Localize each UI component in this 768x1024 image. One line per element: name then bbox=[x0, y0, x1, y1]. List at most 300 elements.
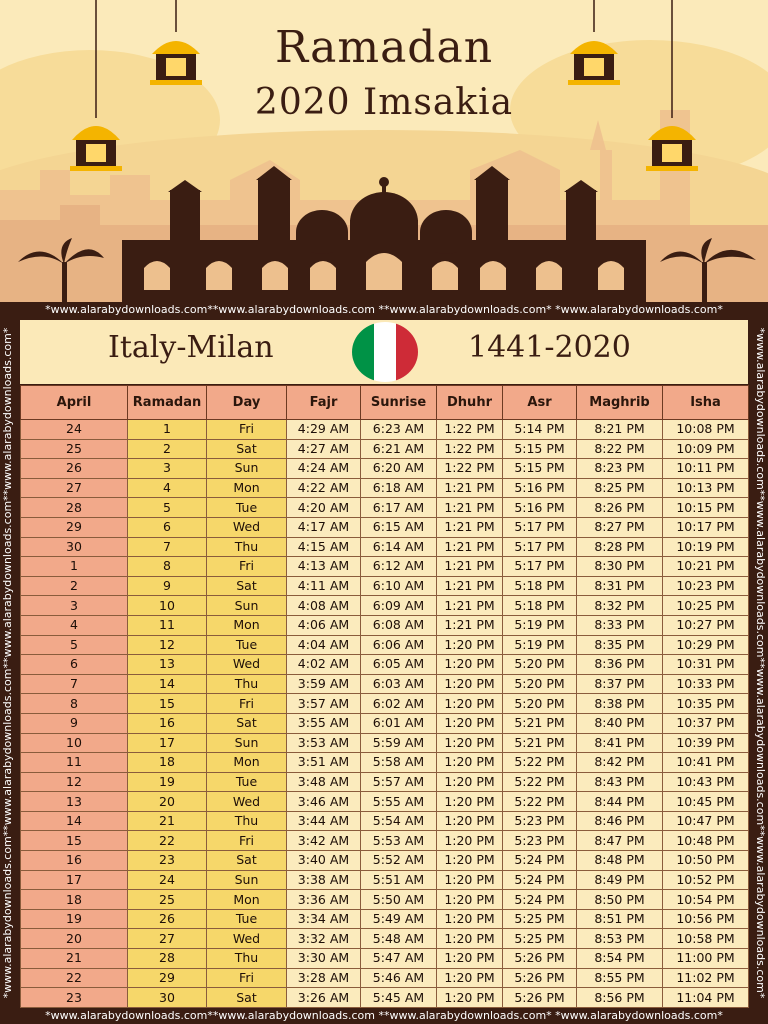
cell-isha: 11:04 PM bbox=[663, 988, 749, 1008]
location-bar bbox=[20, 320, 748, 384]
cell-april: 7 bbox=[21, 674, 128, 694]
cell-isha: 10:21 PM bbox=[663, 557, 749, 577]
cell-day: Sun bbox=[207, 596, 287, 616]
table-body bbox=[21, 420, 749, 1008]
city-label: Italy-Milan bbox=[108, 330, 274, 365]
column-header-fajr: Fajr bbox=[287, 386, 361, 420]
cell-isha: 10:17 PM bbox=[663, 517, 749, 537]
cell-sunrise: 5:46 AM bbox=[361, 968, 437, 988]
cell-asr: 5:18 PM bbox=[503, 576, 577, 596]
flag-red bbox=[396, 322, 418, 382]
cell-fajr: 3:44 AM bbox=[287, 811, 361, 831]
cell-fajr: 3:26 AM bbox=[287, 988, 361, 1008]
cell-fajr: 4:29 AM bbox=[287, 420, 361, 440]
cell-maghrib: 8:31 PM bbox=[577, 576, 663, 596]
cell-maghrib: 8:50 PM bbox=[577, 890, 663, 910]
table-row bbox=[21, 439, 749, 459]
cell-maghrib: 8:44 PM bbox=[577, 792, 663, 812]
table-row bbox=[21, 988, 749, 1008]
cell-sunrise: 5:48 AM bbox=[361, 929, 437, 949]
cell-maghrib: 8:36 PM bbox=[577, 655, 663, 675]
cell-isha: 10:39 PM bbox=[663, 733, 749, 753]
cell-ramadan: 19 bbox=[128, 772, 207, 792]
cell-asr: 5:20 PM bbox=[503, 674, 577, 694]
cell-isha: 10:29 PM bbox=[663, 635, 749, 655]
cell-april: 3 bbox=[21, 596, 128, 616]
cell-dhuhr: 1:21 PM bbox=[437, 615, 503, 635]
cell-day: Sat bbox=[207, 988, 287, 1008]
cell-sunrise: 5:49 AM bbox=[361, 909, 437, 929]
cell-sunrise: 5:58 AM bbox=[361, 753, 437, 773]
column-header-april: April bbox=[21, 386, 128, 420]
cell-dhuhr: 1:20 PM bbox=[437, 890, 503, 910]
cell-maghrib: 8:46 PM bbox=[577, 811, 663, 831]
cell-day: Wed bbox=[207, 792, 287, 812]
cell-day: Sun bbox=[207, 733, 287, 753]
cell-ramadan: 22 bbox=[128, 831, 207, 851]
table-row bbox=[21, 517, 749, 537]
cell-day: Thu bbox=[207, 949, 287, 969]
table-row bbox=[21, 478, 749, 498]
cell-asr: 5:20 PM bbox=[503, 694, 577, 714]
cell-day: Sun bbox=[207, 870, 287, 890]
cell-asr: 5:15 PM bbox=[503, 439, 577, 459]
cell-ramadan: 13 bbox=[128, 655, 207, 675]
cell-maghrib: 8:40 PM bbox=[577, 713, 663, 733]
cell-dhuhr: 1:22 PM bbox=[437, 439, 503, 459]
cell-fajr: 3:32 AM bbox=[287, 929, 361, 949]
cell-dhuhr: 1:21 PM bbox=[437, 576, 503, 596]
cell-sunrise: 6:23 AM bbox=[361, 420, 437, 440]
cell-asr: 5:26 PM bbox=[503, 988, 577, 1008]
cell-fajr: 3:57 AM bbox=[287, 694, 361, 714]
cell-fajr: 4:24 AM bbox=[287, 459, 361, 479]
cell-fajr: 4:22 AM bbox=[287, 478, 361, 498]
cell-dhuhr: 1:22 PM bbox=[437, 459, 503, 479]
cell-ramadan: 23 bbox=[128, 851, 207, 871]
cell-sunrise: 6:15 AM bbox=[361, 517, 437, 537]
cell-isha: 10:27 PM bbox=[663, 615, 749, 635]
cell-sunrise: 6:08 AM bbox=[361, 615, 437, 635]
cell-dhuhr: 1:20 PM bbox=[437, 792, 503, 812]
cell-maghrib: 8:42 PM bbox=[577, 753, 663, 773]
cell-isha: 10:15 PM bbox=[663, 498, 749, 518]
cell-ramadan: 25 bbox=[128, 890, 207, 910]
cell-dhuhr: 1:21 PM bbox=[437, 498, 503, 518]
cell-asr: 5:17 PM bbox=[503, 557, 577, 577]
column-header-dhuhr: Dhuhr bbox=[437, 386, 503, 420]
cell-dhuhr: 1:21 PM bbox=[437, 537, 503, 557]
cell-asr: 5:19 PM bbox=[503, 635, 577, 655]
cell-dhuhr: 1:20 PM bbox=[437, 949, 503, 969]
cell-asr: 5:24 PM bbox=[503, 870, 577, 890]
cell-april: 30 bbox=[21, 537, 128, 557]
table-row bbox=[21, 870, 749, 890]
cell-day: Mon bbox=[207, 890, 287, 910]
cell-day: Sat bbox=[207, 713, 287, 733]
cell-asr: 5:25 PM bbox=[503, 909, 577, 929]
cell-sunrise: 6:05 AM bbox=[361, 655, 437, 675]
cell-maghrib: 8:21 PM bbox=[577, 420, 663, 440]
cell-isha: 10:31 PM bbox=[663, 655, 749, 675]
cell-maghrib: 8:35 PM bbox=[577, 635, 663, 655]
cell-maghrib: 8:30 PM bbox=[577, 557, 663, 577]
cell-day: Sat bbox=[207, 439, 287, 459]
cell-dhuhr: 1:20 PM bbox=[437, 811, 503, 831]
cell-isha: 10:37 PM bbox=[663, 713, 749, 733]
cell-asr: 5:16 PM bbox=[503, 498, 577, 518]
cell-sunrise: 5:45 AM bbox=[361, 988, 437, 1008]
cell-ramadan: 29 bbox=[128, 968, 207, 988]
cell-april: 29 bbox=[21, 517, 128, 537]
cell-dhuhr: 1:20 PM bbox=[437, 929, 503, 949]
cell-april: 6 bbox=[21, 655, 128, 675]
cell-ramadan: 16 bbox=[128, 713, 207, 733]
cell-sunrise: 6:06 AM bbox=[361, 635, 437, 655]
cell-isha: 10:45 PM bbox=[663, 792, 749, 812]
cell-maghrib: 8:33 PM bbox=[577, 615, 663, 635]
cell-ramadan: 2 bbox=[128, 439, 207, 459]
cell-maghrib: 8:27 PM bbox=[577, 517, 663, 537]
table-row bbox=[21, 596, 749, 616]
table-row bbox=[21, 576, 749, 596]
cell-april: 10 bbox=[21, 733, 128, 753]
table-row bbox=[21, 694, 749, 714]
cell-asr: 5:26 PM bbox=[503, 968, 577, 988]
cell-dhuhr: 1:20 PM bbox=[437, 635, 503, 655]
table-row bbox=[21, 713, 749, 733]
cell-april: 27 bbox=[21, 478, 128, 498]
table-row bbox=[21, 635, 749, 655]
cell-fajr: 3:51 AM bbox=[287, 753, 361, 773]
cell-april: 1 bbox=[21, 557, 128, 577]
cell-sunrise: 6:20 AM bbox=[361, 459, 437, 479]
cell-isha: 10:09 PM bbox=[663, 439, 749, 459]
cell-fajr: 4:02 AM bbox=[287, 655, 361, 675]
cell-fajr: 3:28 AM bbox=[287, 968, 361, 988]
cell-day: Fri bbox=[207, 968, 287, 988]
table-row bbox=[21, 498, 749, 518]
table-header-row bbox=[21, 386, 749, 420]
cell-april: 2 bbox=[21, 576, 128, 596]
cell-sunrise: 6:21 AM bbox=[361, 439, 437, 459]
cell-asr: 5:21 PM bbox=[503, 733, 577, 753]
cell-maghrib: 8:54 PM bbox=[577, 949, 663, 969]
cell-isha: 10:48 PM bbox=[663, 831, 749, 851]
cell-maghrib: 8:32 PM bbox=[577, 596, 663, 616]
cell-isha: 10:13 PM bbox=[663, 478, 749, 498]
cell-isha: 10:58 PM bbox=[663, 929, 749, 949]
cell-asr: 5:16 PM bbox=[503, 478, 577, 498]
cell-fajr: 4:17 AM bbox=[287, 517, 361, 537]
cell-fajr: 4:15 AM bbox=[287, 537, 361, 557]
cell-fajr: 4:06 AM bbox=[287, 615, 361, 635]
cell-isha: 10:35 PM bbox=[663, 694, 749, 714]
cell-fajr: 3:38 AM bbox=[287, 870, 361, 890]
table-row bbox=[21, 890, 749, 910]
cell-sunrise: 6:10 AM bbox=[361, 576, 437, 596]
cell-ramadan: 1 bbox=[128, 420, 207, 440]
cell-april: 28 bbox=[21, 498, 128, 518]
cell-day: Thu bbox=[207, 811, 287, 831]
cell-ramadan: 21 bbox=[128, 811, 207, 831]
cell-maghrib: 8:53 PM bbox=[577, 929, 663, 949]
cell-april: 15 bbox=[21, 831, 128, 851]
table-row bbox=[21, 831, 749, 851]
cell-maghrib: 8:22 PM bbox=[577, 439, 663, 459]
cell-sunrise: 5:57 AM bbox=[361, 772, 437, 792]
cell-day: Tue bbox=[207, 909, 287, 929]
table-row bbox=[21, 851, 749, 871]
cell-asr: 5:22 PM bbox=[503, 792, 577, 812]
cell-isha: 10:47 PM bbox=[663, 811, 749, 831]
cell-sunrise: 5:59 AM bbox=[361, 733, 437, 753]
cell-sunrise: 6:14 AM bbox=[361, 537, 437, 557]
cell-maghrib: 8:51 PM bbox=[577, 909, 663, 929]
table-row bbox=[21, 909, 749, 929]
cell-fajr: 4:13 AM bbox=[287, 557, 361, 577]
cell-maghrib: 8:43 PM bbox=[577, 772, 663, 792]
cell-ramadan: 20 bbox=[128, 792, 207, 812]
cell-ramadan: 7 bbox=[128, 537, 207, 557]
cell-asr: 5:22 PM bbox=[503, 772, 577, 792]
cell-isha: 10:50 PM bbox=[663, 851, 749, 871]
cell-sunrise: 6:03 AM bbox=[361, 674, 437, 694]
cell-day: Sat bbox=[207, 851, 287, 871]
table-row bbox=[21, 557, 749, 577]
table-row bbox=[21, 420, 749, 440]
page-title: Ramadan bbox=[274, 22, 494, 73]
cell-dhuhr: 1:20 PM bbox=[437, 733, 503, 753]
prayer-times-table bbox=[20, 385, 749, 1008]
cell-dhuhr: 1:21 PM bbox=[437, 517, 503, 537]
cell-asr: 5:17 PM bbox=[503, 537, 577, 557]
column-header-asr: Asr bbox=[503, 386, 577, 420]
cell-fajr: 3:36 AM bbox=[287, 890, 361, 910]
cell-dhuhr: 1:20 PM bbox=[437, 674, 503, 694]
cell-fajr: 3:46 AM bbox=[287, 792, 361, 812]
cell-isha: 10:23 PM bbox=[663, 576, 749, 596]
cell-sunrise: 6:09 AM bbox=[361, 596, 437, 616]
cell-sunrise: 5:51 AM bbox=[361, 870, 437, 890]
cell-maghrib: 8:49 PM bbox=[577, 870, 663, 890]
cell-ramadan: 30 bbox=[128, 988, 207, 1008]
cell-sunrise: 6:02 AM bbox=[361, 694, 437, 714]
watermark-top: *www.alarabydownloads.com**www.alarabydownloads.com **www.alarabydownloads.com* *www.alarabydownloads.com* bbox=[0, 302, 768, 318]
page-subtitle: 2020 Imsakia bbox=[254, 82, 514, 123]
cell-maghrib: 8:47 PM bbox=[577, 831, 663, 851]
cell-april: 19 bbox=[21, 909, 128, 929]
cell-fajr: 3:48 AM bbox=[287, 772, 361, 792]
cell-fajr: 3:59 AM bbox=[287, 674, 361, 694]
cell-dhuhr: 1:20 PM bbox=[437, 713, 503, 733]
watermark-right-text: *www.alarabydownloads.com**www.alarabydownloads.com**www.alarabydownloads.com**www.alarabydownloads.com* bbox=[754, 327, 767, 999]
cell-fajr: 4:27 AM bbox=[287, 439, 361, 459]
cell-isha: 10:43 PM bbox=[663, 772, 749, 792]
column-header-isha: Isha bbox=[663, 386, 749, 420]
table-row bbox=[21, 655, 749, 675]
cell-asr: 5:24 PM bbox=[503, 851, 577, 871]
cell-ramadan: 10 bbox=[128, 596, 207, 616]
table-row bbox=[21, 537, 749, 557]
table-row bbox=[21, 772, 749, 792]
table-row bbox=[21, 929, 749, 949]
table-row bbox=[21, 792, 749, 812]
cell-day: Wed bbox=[207, 929, 287, 949]
cell-dhuhr: 1:20 PM bbox=[437, 988, 503, 1008]
cell-isha: 10:54 PM bbox=[663, 890, 749, 910]
cell-april: 22 bbox=[21, 968, 128, 988]
cell-dhuhr: 1:21 PM bbox=[437, 478, 503, 498]
cell-sunrise: 5:47 AM bbox=[361, 949, 437, 969]
cell-fajr: 4:20 AM bbox=[287, 498, 361, 518]
cell-dhuhr: 1:20 PM bbox=[437, 753, 503, 773]
cell-day: Mon bbox=[207, 615, 287, 635]
cell-isha: 10:11 PM bbox=[663, 459, 749, 479]
column-header-maghrib: Maghrib bbox=[577, 386, 663, 420]
table-row bbox=[21, 733, 749, 753]
cell-maghrib: 8:41 PM bbox=[577, 733, 663, 753]
cell-ramadan: 27 bbox=[128, 929, 207, 949]
cell-fajr: 3:34 AM bbox=[287, 909, 361, 929]
cell-april: 12 bbox=[21, 772, 128, 792]
cell-ramadan: 4 bbox=[128, 478, 207, 498]
cell-sunrise: 5:55 AM bbox=[361, 792, 437, 812]
cell-sunrise: 6:18 AM bbox=[361, 478, 437, 498]
year-label: 1441-2020 bbox=[468, 330, 631, 365]
cell-fajr: 3:40 AM bbox=[287, 851, 361, 871]
cell-asr: 5:26 PM bbox=[503, 949, 577, 969]
header-banner bbox=[0, 0, 768, 302]
cell-asr: 5:24 PM bbox=[503, 890, 577, 910]
cell-day: Wed bbox=[207, 655, 287, 675]
cell-day: Tue bbox=[207, 635, 287, 655]
cell-fajr: 4:04 AM bbox=[287, 635, 361, 655]
cell-april: 4 bbox=[21, 615, 128, 635]
cell-maghrib: 8:48 PM bbox=[577, 851, 663, 871]
cell-sunrise: 6:12 AM bbox=[361, 557, 437, 577]
cell-maghrib: 8:55 PM bbox=[577, 968, 663, 988]
cell-day: Mon bbox=[207, 753, 287, 773]
cell-april: 24 bbox=[21, 420, 128, 440]
cell-april: 14 bbox=[21, 811, 128, 831]
cell-dhuhr: 1:21 PM bbox=[437, 557, 503, 577]
cell-day: Tue bbox=[207, 498, 287, 518]
cell-asr: 5:17 PM bbox=[503, 517, 577, 537]
cell-maghrib: 8:25 PM bbox=[577, 478, 663, 498]
watermark-left-text: *www.alarabydownloads.com**www.alarabydownloads.com**www.alarabydownloads.com**www.alarabydownloads.com* bbox=[1, 327, 14, 999]
cell-day: Tue bbox=[207, 772, 287, 792]
cell-ramadan: 24 bbox=[128, 870, 207, 890]
cell-april: 9 bbox=[21, 713, 128, 733]
column-header-sunrise: Sunrise bbox=[361, 386, 437, 420]
cell-day: Sat bbox=[207, 576, 287, 596]
cell-dhuhr: 1:20 PM bbox=[437, 772, 503, 792]
cell-april: 20 bbox=[21, 929, 128, 949]
cell-ramadan: 18 bbox=[128, 753, 207, 773]
cell-asr: 5:25 PM bbox=[503, 929, 577, 949]
cell-day: Sun bbox=[207, 459, 287, 479]
table-row bbox=[21, 615, 749, 635]
cell-asr: 5:14 PM bbox=[503, 420, 577, 440]
cell-april: 11 bbox=[21, 753, 128, 773]
cell-sunrise: 5:53 AM bbox=[361, 831, 437, 851]
table-row bbox=[21, 753, 749, 773]
cell-asr: 5:19 PM bbox=[503, 615, 577, 635]
cell-isha: 10:08 PM bbox=[663, 420, 749, 440]
cell-isha: 11:00 PM bbox=[663, 949, 749, 969]
flag-green bbox=[352, 322, 374, 382]
cell-sunrise: 6:17 AM bbox=[361, 498, 437, 518]
cell-asr: 5:21 PM bbox=[503, 713, 577, 733]
cell-asr: 5:15 PM bbox=[503, 459, 577, 479]
cell-dhuhr: 1:20 PM bbox=[437, 655, 503, 675]
watermark-left bbox=[0, 318, 16, 1008]
cell-asr: 5:20 PM bbox=[503, 655, 577, 675]
cell-april: 25 bbox=[21, 439, 128, 459]
cell-fajr: 3:53 AM bbox=[287, 733, 361, 753]
cell-day: Fri bbox=[207, 420, 287, 440]
cell-day: Mon bbox=[207, 478, 287, 498]
cell-dhuhr: 1:21 PM bbox=[437, 596, 503, 616]
cell-fajr: 4:08 AM bbox=[287, 596, 361, 616]
cell-day: Fri bbox=[207, 694, 287, 714]
cell-asr: 5:23 PM bbox=[503, 831, 577, 851]
cell-day: Fri bbox=[207, 831, 287, 851]
watermark-right bbox=[752, 318, 768, 1008]
cell-ramadan: 6 bbox=[128, 517, 207, 537]
cell-isha: 10:52 PM bbox=[663, 870, 749, 890]
table-row bbox=[21, 949, 749, 969]
cell-april: 26 bbox=[21, 459, 128, 479]
cell-dhuhr: 1:20 PM bbox=[437, 831, 503, 851]
cell-ramadan: 11 bbox=[128, 615, 207, 635]
cell-isha: 10:19 PM bbox=[663, 537, 749, 557]
cell-april: 5 bbox=[21, 635, 128, 655]
cell-fajr: 3:55 AM bbox=[287, 713, 361, 733]
cell-asr: 5:23 PM bbox=[503, 811, 577, 831]
cell-dhuhr: 1:20 PM bbox=[437, 968, 503, 988]
cell-day: Wed bbox=[207, 517, 287, 537]
cell-ramadan: 17 bbox=[128, 733, 207, 753]
cell-day: Thu bbox=[207, 674, 287, 694]
cell-april: 23 bbox=[21, 988, 128, 1008]
table-row bbox=[21, 968, 749, 988]
cell-fajr: 3:42 AM bbox=[287, 831, 361, 851]
cell-isha: 10:33 PM bbox=[663, 674, 749, 694]
cell-maghrib: 8:37 PM bbox=[577, 674, 663, 694]
cell-sunrise: 5:52 AM bbox=[361, 851, 437, 871]
watermark-bottom: *www.alarabydownloads.com**www.alarabydownloads.com **www.alarabydownloads.com* *www.alarabydownloads.com* bbox=[0, 1008, 768, 1024]
table-row bbox=[21, 674, 749, 694]
cell-ramadan: 14 bbox=[128, 674, 207, 694]
flag-white bbox=[374, 322, 396, 382]
cell-isha: 11:02 PM bbox=[663, 968, 749, 988]
cell-ramadan: 3 bbox=[128, 459, 207, 479]
cell-ramadan: 9 bbox=[128, 576, 207, 596]
cell-maghrib: 8:23 PM bbox=[577, 459, 663, 479]
cell-dhuhr: 1:20 PM bbox=[437, 870, 503, 890]
cell-sunrise: 5:54 AM bbox=[361, 811, 437, 831]
cell-dhuhr: 1:20 PM bbox=[437, 909, 503, 929]
column-header-ramadan: Ramadan bbox=[128, 386, 207, 420]
cell-ramadan: 26 bbox=[128, 909, 207, 929]
cell-maghrib: 8:56 PM bbox=[577, 988, 663, 1008]
cell-dhuhr: 1:20 PM bbox=[437, 851, 503, 871]
cell-fajr: 4:11 AM bbox=[287, 576, 361, 596]
cell-sunrise: 5:50 AM bbox=[361, 890, 437, 910]
cell-dhuhr: 1:20 PM bbox=[437, 694, 503, 714]
